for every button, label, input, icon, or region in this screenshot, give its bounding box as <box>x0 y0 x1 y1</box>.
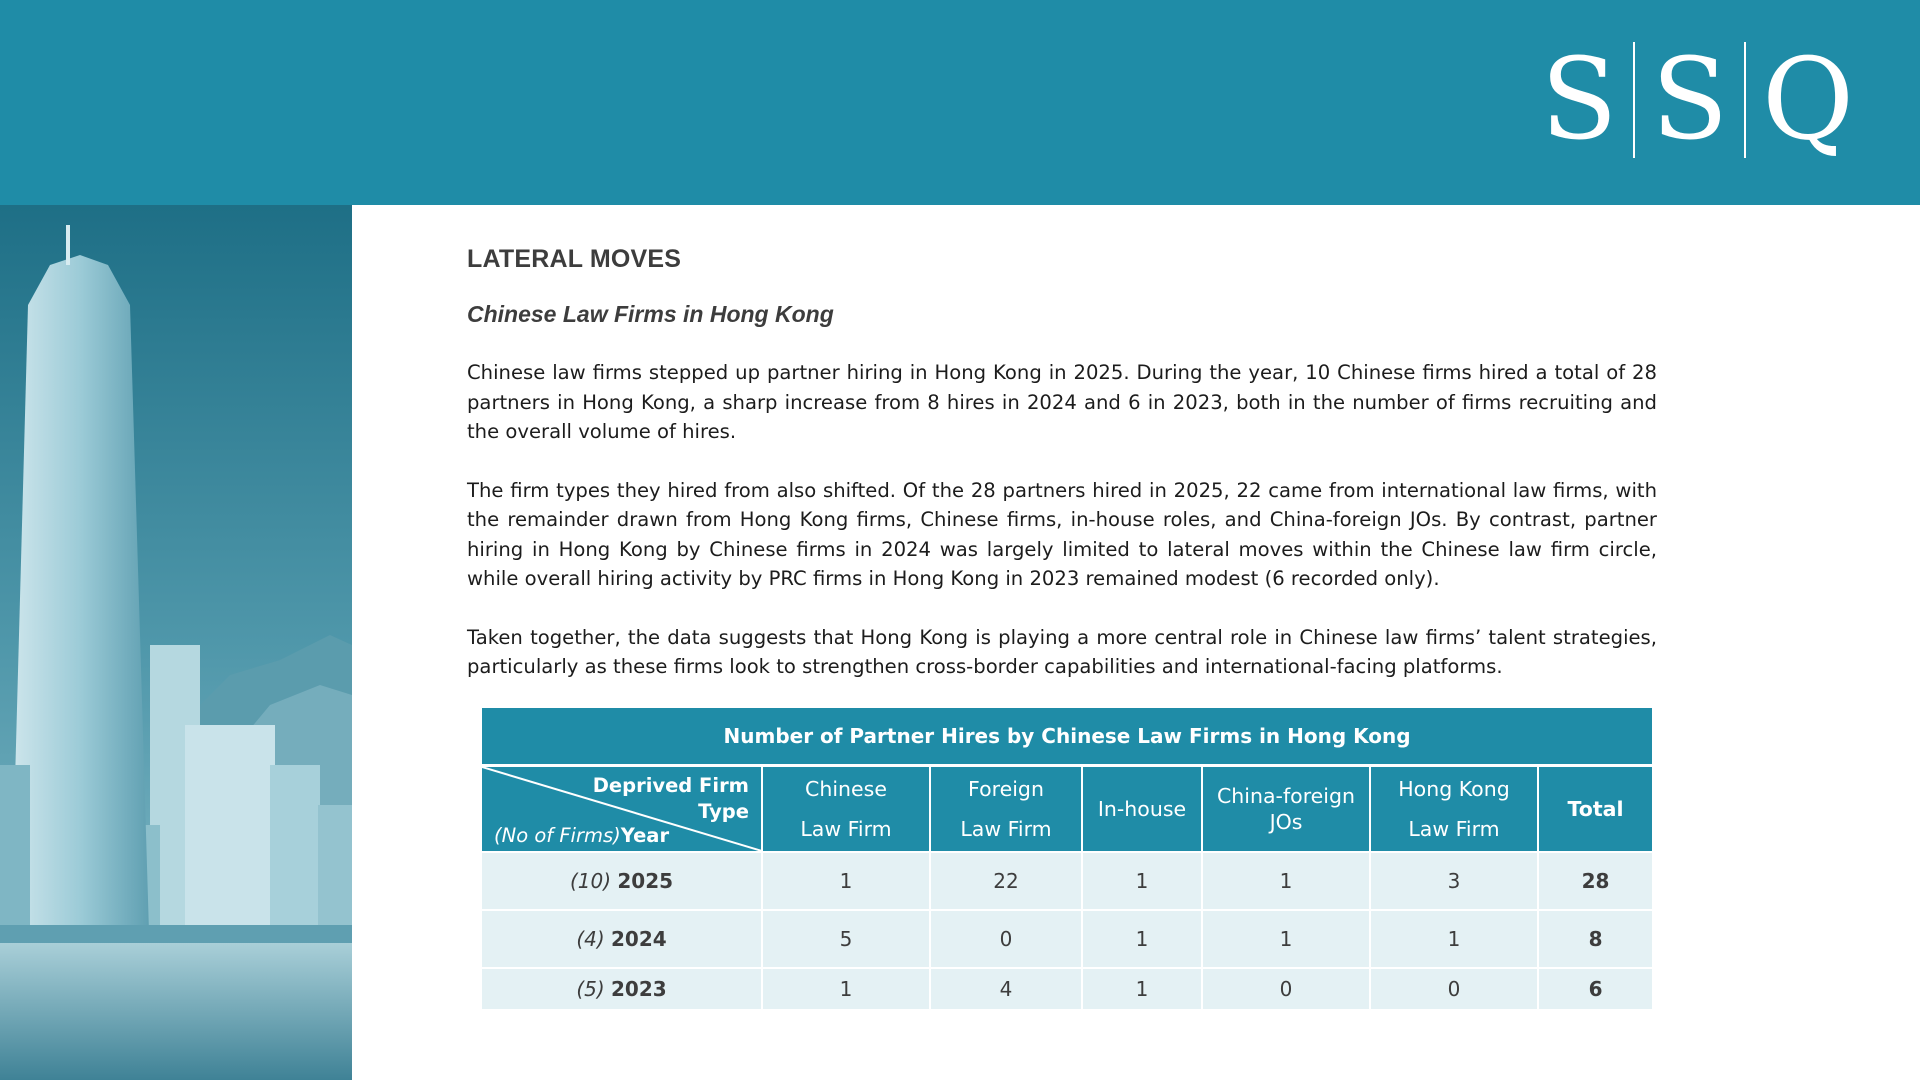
corner-top-line1: Deprived Firm <box>592 774 749 797</box>
paragraph: Taken together, the data suggests that Hong Kong is playing a more central role in Chinese law firms’ talent strategies, particularly as these firms look to strengthen cross-border capabilities and international-facing platforms. <box>467 625 1657 678</box>
row-year: 2023 <box>611 977 667 1001</box>
cell-foreign: 4 <box>930 968 1082 1009</box>
corner-bottom-label <box>494 824 669 847</box>
cell-chinese: 1 <box>762 852 930 910</box>
column-header-foreign <box>930 766 1082 853</box>
column-header-line1: China-foreign <box>1216 784 1355 808</box>
table-row <box>482 968 1652 1009</box>
column-header-line1: In-house <box>1097 797 1187 821</box>
column-header-line2: JOs <box>1269 810 1303 834</box>
column-header-line2: Law Firm <box>1408 817 1500 841</box>
logo-letter: S <box>1651 35 1729 165</box>
row-year: 2024 <box>611 927 667 951</box>
logo-letter: Q <box>1762 35 1854 165</box>
cell-foreign: 0 <box>930 910 1082 968</box>
row-year-cell <box>482 852 762 910</box>
corner-top-line2: Type <box>698 800 749 823</box>
cell-china-foreign: 1 <box>1202 852 1370 910</box>
table-row <box>482 852 1652 910</box>
column-header-line2: Law Firm <box>960 817 1052 841</box>
cell-foreign: 22 <box>930 852 1082 910</box>
article <box>467 245 1657 682</box>
partner-hires-table <box>482 708 1652 1009</box>
cell-inhouse: 1 <box>1082 968 1202 1009</box>
column-header-line1: Hong Kong <box>1398 777 1510 801</box>
cell-total: 6 <box>1538 968 1652 1009</box>
column-header-line1: Chinese <box>805 777 887 801</box>
logo-divider <box>1744 42 1746 158</box>
column-header-hong-kong <box>1370 766 1538 853</box>
paragraph: Chinese law firms stepped up partner hiring in Hong Kong in 2025. During the year, 10 Chinese firms hired a total of 28 partners in Hong Kong, a sharp increase from 8 hires in 2024 and 6 in 2023, both in the number of firms recruiting and the overall volume of hires. <box>467 361 1657 443</box>
header-band <box>0 0 1920 205</box>
logo-divider <box>1633 42 1635 158</box>
column-header-china-foreign <box>1202 766 1370 853</box>
cell-china-foreign: 0 <box>1202 968 1370 1009</box>
cell-inhouse: 1 <box>1082 852 1202 910</box>
paragraph: The firm types they hired from also shifted. Of the 28 partners hired in 2025, 22 came from international law firms, with the remainder drawn from Hong Kong firms, Chinese firms, in-house roles, and China-foreign JOs. By contrast, partner hiring in Hong Kong by Chinese firms in 2024 was largely limited to lateral moves within the Chinese law firm circle, while overall hiring activity by PRC firms in Hong Kong in 2023 remained modest (6 recorded only). <box>467 478 1657 590</box>
row-firm-count: (4) <box>576 927 605 951</box>
row-firm-count: (5) <box>576 977 605 1001</box>
column-header-inhouse <box>1082 766 1202 853</box>
logo-letter: S <box>1540 35 1618 165</box>
row-year: 2025 <box>617 869 674 893</box>
corner-header <box>482 766 762 853</box>
corner-bottom-right: Year <box>620 824 670 847</box>
cell-chinese: 1 <box>762 968 930 1009</box>
column-header-line2: Law Firm <box>800 817 892 841</box>
ssq-logo <box>1541 36 1854 164</box>
cell-inhouse: 1 <box>1082 910 1202 968</box>
cell-hong-kong: 3 <box>1370 852 1538 910</box>
row-firm-count: (10) <box>569 869 612 893</box>
corner-top-label <box>593 773 749 825</box>
cell-china-foreign: 1 <box>1202 910 1370 968</box>
cell-chinese: 5 <box>762 910 930 968</box>
section-subtitle: Chinese Law Firms in Hong Kong <box>467 301 834 327</box>
cell-hong-kong: 1 <box>1370 910 1538 968</box>
cell-total: 8 <box>1538 910 1652 968</box>
cell-hong-kong: 0 <box>1370 968 1538 1009</box>
column-header-total: Total <box>1538 766 1652 853</box>
corner-bottom-left: (No of Firms) <box>494 824 621 847</box>
table-title: Number of Partner Hires by Chinese Law Firms in Hong Kong <box>482 708 1652 766</box>
cell-total: 28 <box>1538 852 1652 910</box>
section-title: LATERAL MOVES <box>467 245 682 273</box>
column-header-chinese <box>762 766 930 853</box>
hires-table-container <box>482 708 1652 1009</box>
table-row <box>482 910 1652 968</box>
row-year-cell <box>482 968 762 1009</box>
column-header-line1: Foreign <box>968 777 1044 801</box>
hong-kong-skyline-image <box>0 205 352 1080</box>
row-year-cell <box>482 910 762 968</box>
